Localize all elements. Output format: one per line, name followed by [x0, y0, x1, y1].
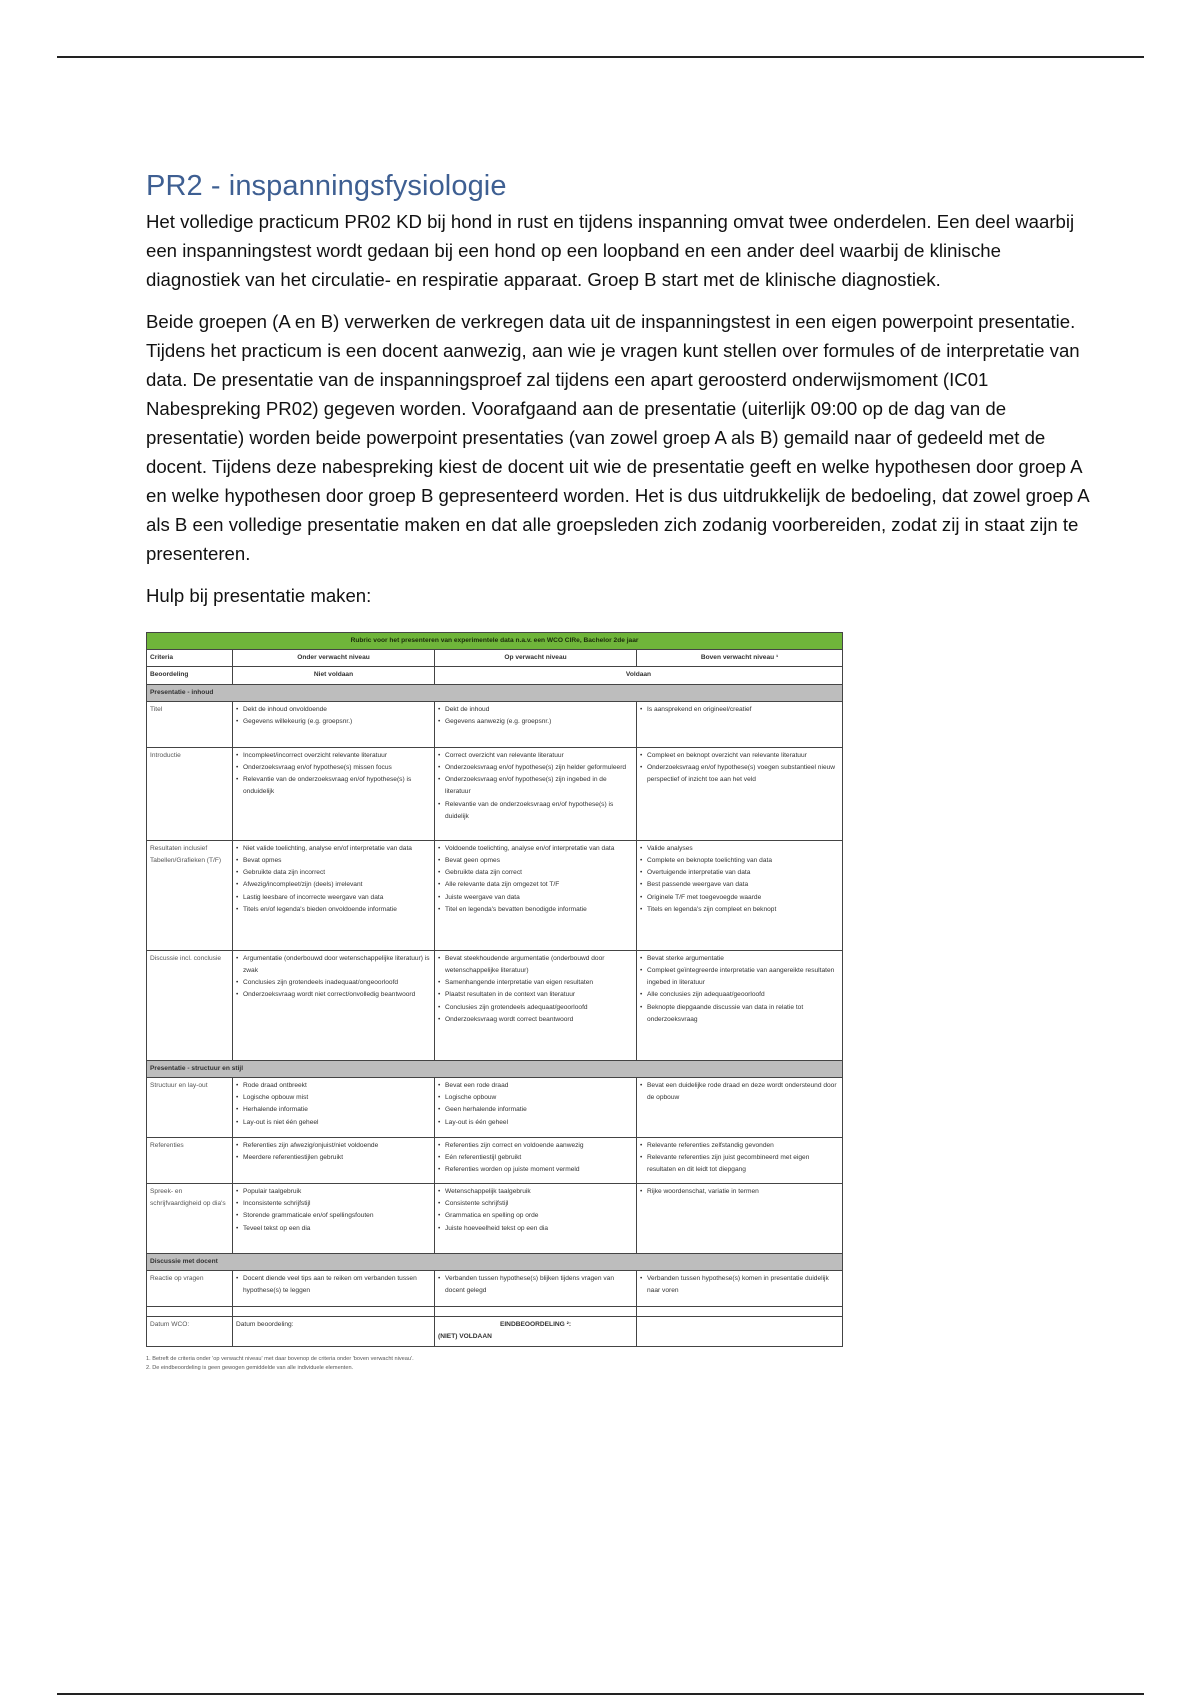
criteria-item: • Referenties worden op juiste moment vermeld — [438, 1164, 633, 1176]
criteria-cell-boven — [637, 840, 843, 950]
criteria-cell-onder — [233, 747, 435, 840]
criterion-label: Spreek- en schrijfvaardigheid op dia's — [147, 1184, 233, 1254]
criteria-item: • Overtuigende interpretatie van data — [640, 867, 839, 879]
criteria-list — [438, 1273, 633, 1297]
criteria-cell-boven — [637, 701, 843, 747]
paragraph-2: Beide groepen (A en B) verwerken de verkregen data uit de inspanningstest in een eigen powerpoint presentatie. Tijdens het practicum is een docent aanwezig, aan wie je vragen kunt stellen over formules of de interpretatie van data. De presentatie van de inspanningsproef zal tijdens een apart geroosterd onderwijsmoment (IC01 Nabespreking PR02) gegeven worden. Voorafgaand aan de presentatie (uiterlijk 09:00 op de dag van de presentatie) worden beide powerpoint presentaties (van zowel groep A als B) gemaild naar of gedeeld met de docent. Tijdens deze nabespreking kiest de docent uit wie de presentatie geeft en welke hypothesen door groep A en welke hypothesen door groep B gepresenteerd worden. Het is dus uitdrukkelijk de bedoeling, dat zowel groep A als B een volledige presentatie maken en dat alle groepsleden zich zodanig voorbereiden, zodat zij in staat zijn te presenteren. — [146, 311, 1089, 564]
spacer-cell — [435, 1307, 637, 1317]
criteria-item: • Titel en legenda's bevatten benodigde informatie — [438, 904, 633, 916]
criterion-label: Reactie op vragen — [147, 1271, 233, 1307]
criteria-cell-onder — [233, 1271, 435, 1307]
criteria-cell-onder — [233, 1138, 435, 1184]
criteria-item: • Correct overzicht van relevante literatuur — [438, 750, 633, 762]
rubric-row — [147, 1184, 843, 1254]
criteria-list — [640, 1140, 839, 1177]
rubric-image — [146, 632, 842, 1373]
criteria-item: • Bevat een duidelijke rode draad en deze wordt ondersteund door de opbouw — [640, 1080, 839, 1104]
criteria-item: • Gebruikte data zijn correct — [438, 867, 633, 879]
criteria-item: • Relevante referenties zijn juist gecombineerd met eigen resultaten en dit leidt tot diepgang — [640, 1152, 839, 1176]
criteria-list — [438, 1140, 633, 1177]
criteria-list — [236, 1186, 431, 1235]
col-op: Op verwacht niveau — [435, 650, 637, 667]
criteria-item: • Argumentatie (onderbouwd door wetenschappelijke literatuur) is zwak — [236, 953, 431, 977]
criteria-cell-boven — [637, 950, 843, 1060]
rubric-row — [147, 950, 843, 1060]
criteria-list — [236, 1140, 431, 1164]
criteria-item: • Bevat opmes — [236, 855, 431, 867]
criterion-label: Referenties — [147, 1138, 233, 1184]
col-onder: Onder verwacht niveau — [233, 650, 435, 667]
criteria-item: • Storende grammaticale en/of spellingsfouten — [236, 1210, 431, 1222]
section-discussie: Discussie met docent — [147, 1254, 843, 1271]
criteria-item: • Conclusies zijn grotendeels adequaat/geoorloofd — [438, 1002, 633, 1014]
criterion-label: Discussie incl. conclusie — [147, 950, 233, 1060]
niet-voldaan-label: Niet voldaan — [233, 667, 435, 684]
criterion-label: Structuur en lay-out — [147, 1078, 233, 1138]
criteria-item: • Afwezig/incompleet/zijn (deels) irrelevant — [236, 879, 431, 891]
rubric-row — [147, 1078, 843, 1138]
criteria-item: • Valide analyses — [640, 843, 839, 855]
criteria-item: • Relevantie van de onderzoeksvraag en/of hypothese(s) is duidelijk — [438, 799, 633, 823]
criteria-item: • Originele T/F met toegevoegde waarde — [640, 892, 839, 904]
criterion-label: Resultaten inclusief Tabellen/Grafieken (T/F) — [147, 840, 233, 950]
criteria-item: • Samenhangende interpretatie van eigen resultaten — [438, 977, 633, 989]
criteria-item: • Meerdere referentiestijlen gebruikt — [236, 1152, 431, 1164]
criteria-list — [640, 1273, 839, 1297]
criteria-item: • Gegevens aanwezig (e.g. groepsnr.) — [438, 716, 633, 728]
rubric-row — [147, 1271, 843, 1307]
criteria-item: • Gegevens willekeurig (e.g. groepsnr.) — [236, 716, 431, 728]
criteria-list — [640, 953, 839, 1026]
col-criteria: Criteria — [147, 650, 233, 667]
criteria-list — [438, 953, 633, 1026]
voldaan-label: Voldaan — [435, 667, 843, 684]
criteria-item: • Titels en/of legenda's bieden onvoldoende informatie — [236, 904, 431, 916]
criteria-item: • Lay-out is niet één geheel — [236, 1117, 431, 1129]
criteria-list — [640, 750, 839, 787]
criteria-cell-boven — [637, 1271, 843, 1307]
criteria-item: • Wetenschappelijk taalgebruik — [438, 1186, 633, 1198]
criteria-item: • Lastig leesbare of incorrecte weergave van data — [236, 892, 431, 904]
criteria-item: • Docent diende veel tips aan te reiken om verbanden tussen hypothese(s) te leggen — [236, 1273, 431, 1297]
criteria-list — [438, 1186, 633, 1235]
header-rule — [57, 56, 1144, 58]
criteria-item: • Alle relevante data zijn omgezet tot T/F — [438, 879, 633, 891]
criteria-item: • Grammatica en spelling op orde — [438, 1210, 633, 1222]
criteria-cell-boven — [637, 1078, 843, 1138]
criteria-list — [236, 843, 431, 916]
criteria-list — [438, 843, 633, 916]
rubric-row — [147, 1138, 843, 1184]
document-body — [146, 170, 1096, 1373]
criteria-item: • Beknopte diepgaande discussie van data in relatie tot onderzoeksvraag — [640, 1002, 839, 1026]
rubric-table — [146, 632, 843, 1347]
criteria-item: • Relevante referenties zelfstandig gevonden — [640, 1140, 839, 1152]
rubric-title: Rubric voor het presenteren van experimentele data n.a.v. een WCO CIRe, Bachelor 2de jaar — [147, 633, 843, 650]
criteria-item: • Bevat een rode draad — [438, 1080, 633, 1092]
criteria-item: • Populair taalgebruik — [236, 1186, 431, 1198]
criteria-item: • Alle conclusies zijn adequaat/geoorloofd — [640, 989, 839, 1001]
criteria-item: • Dekt de inhoud onvoldoende — [236, 704, 431, 716]
criteria-item: • Rijke woordenschat, variatie in termen — [640, 1186, 839, 1198]
criteria-item: • Logische opbouw mist — [236, 1092, 431, 1104]
footnote-1: 1. Betreft de criteria onder 'op verwacht niveau' met daar bovenop de criteria onder 'boven verwacht niveau'. — [146, 1355, 414, 1362]
criteria-item: • Dekt de inhoud — [438, 704, 633, 716]
criteria-item: • Verbanden tussen hypothese(s) komen in presentatie duidelijk naar voren — [640, 1273, 839, 1297]
criteria-cell-op — [435, 747, 637, 840]
criteria-item: • Bevat steekhoudende argumentatie (onderbouwd door wetenschappelijke literatuur) — [438, 953, 633, 977]
criteria-item: • Lay-out is één geheel — [438, 1117, 633, 1129]
datum-beoordeling: Datum beoordeling: — [233, 1317, 435, 1346]
section-structuur: Presentatie - structuur en stijl — [147, 1060, 843, 1077]
criteria-list — [236, 1080, 431, 1129]
criteria-cell-boven — [637, 1138, 843, 1184]
criteria-item: • Onderzoeksvraag en/of hypothese(s) zijn ingebed in de literatuur — [438, 774, 633, 798]
criteria-cell-onder — [233, 840, 435, 950]
rubric-row — [147, 840, 843, 950]
criteria-cell-op — [435, 1271, 637, 1307]
rubric-row — [147, 747, 843, 840]
criteria-item: • Niet valide toelichting, analyse en/of interpretatie van data — [236, 843, 431, 855]
criteria-item: • Incompleet/incorrect overzicht relevante literatuur — [236, 750, 431, 762]
criteria-item: • Best passende weergave van data — [640, 879, 839, 891]
criteria-cell-boven — [637, 1184, 843, 1254]
criteria-item: • Juiste weergave van data — [438, 892, 633, 904]
criteria-item: • Juiste hoeveelheid tekst op een dia — [438, 1223, 633, 1235]
empty-cell — [637, 1317, 843, 1346]
criteria-cell-op — [435, 1184, 637, 1254]
criteria-item: • Gebruikte data zijn incorrect — [236, 867, 431, 879]
criteria-item: • Onderzoeksvraag wordt niet correct/onvolledig beantwoord — [236, 989, 431, 1001]
criteria-item: • Herhalende informatie — [236, 1104, 431, 1116]
criteria-item: • Titels en legenda's zijn compleet en beknopt — [640, 904, 839, 916]
criteria-cell-boven — [637, 747, 843, 840]
criteria-item: • Referenties zijn afwezig/onjuist/niet voldoende — [236, 1140, 431, 1152]
criterion-label: Titel — [147, 701, 233, 747]
criteria-cell-op — [435, 701, 637, 747]
criteria-item: • Voldoende toelichting, analyse en/of interpretatie van data — [438, 843, 633, 855]
criteria-item: • Eén referentiestijl gebruikt — [438, 1152, 633, 1164]
datum-wco: Datum WCO: — [147, 1317, 233, 1346]
criteria-cell-onder — [233, 701, 435, 747]
criteria-item: • Logische opbouw — [438, 1092, 633, 1104]
spacer-cell — [637, 1307, 843, 1317]
criteria-list — [640, 704, 839, 716]
criteria-item: • Plaatst resultaten in de context van literatuur — [438, 989, 633, 1001]
paragraph-1: Het volledige practicum PR02 KD bij hond in rust en tijdens inspanning omvat twee onderdelen. Een deel waarbij een inspanningstest wordt gedaan bij een hond op een loopband en een ander deel waarbij de klinische diagnostiek van het circulatie- en respiratie apparaat. Groep B start met de klinische diagnostiek. — [146, 211, 1075, 290]
criteria-item: • Geen herhalende informatie — [438, 1104, 633, 1116]
criteria-item: • Relevantie van de onderzoeksvraag en/of hypothese(s) is onduidelijk — [236, 774, 431, 798]
criteria-item: • Onderzoeksvraag en/of hypothese(s) missen focus — [236, 762, 431, 774]
niet-voldaan-caps: (NIET) VOLDAAN — [438, 1333, 492, 1341]
page-title: PR2 - inspanningsfysiologie — [146, 170, 507, 202]
criteria-item: • Onderzoeksvraag en/of hypothese(s) voegen substantieel nieuw perspectief of inzicht toe aan het veld — [640, 762, 839, 786]
section-inhoud: Presentatie - inhoud — [147, 684, 843, 701]
criteria-item: • Compleet geïntegreerde interpretatie van aangereikte resultaten ingebed in literatuur — [640, 965, 839, 989]
criteria-item: • Conclusies zijn grotendeels inadequaat/ongeoorloofd — [236, 977, 431, 989]
criteria-cell-op — [435, 1138, 637, 1184]
criteria-item: • Bevat geen opmes — [438, 855, 633, 867]
criterion-label: Introductie — [147, 747, 233, 840]
criteria-item: • Is aansprekend en origineel/creatief — [640, 704, 839, 716]
criteria-list — [236, 704, 431, 728]
footer-rule — [57, 1693, 1144, 1695]
criteria-item: • Compleet en beknopt overzicht van relevante literatuur — [640, 750, 839, 762]
criteria-item: • Verbanden tussen hypothese(s) blijken tijdens vragen van docent gelegd — [438, 1273, 633, 1297]
criteria-item: • Consistente schrijfstijl — [438, 1198, 633, 1210]
criteria-list — [640, 843, 839, 916]
criteria-cell-onder — [233, 1078, 435, 1138]
criteria-item: • Teveel tekst op een dia — [236, 1223, 431, 1235]
criteria-list — [236, 1273, 431, 1297]
rubric-footer-row — [147, 1317, 843, 1346]
criteria-list — [236, 953, 431, 1002]
criteria-cell-op — [435, 1078, 637, 1138]
criteria-item: • Bevat sterke argumentatie — [640, 953, 839, 965]
help-line: Hulp bij presentatie maken: — [146, 585, 372, 606]
criteria-cell-onder — [233, 1184, 435, 1254]
criteria-list — [438, 704, 633, 728]
eindbeoordeling-label: EINDBEOORDELING ²: — [499, 1321, 572, 1329]
criteria-cell-op — [435, 950, 637, 1060]
criteria-list — [438, 1080, 633, 1129]
criteria-list — [236, 750, 431, 799]
criteria-item: • Onderzoeksvraag wordt correct beantwoord — [438, 1014, 633, 1026]
criteria-list — [438, 750, 633, 823]
spacer-cell — [233, 1307, 435, 1317]
criteria-item: • Inconsistente schrijfstijl — [236, 1198, 431, 1210]
criteria-item: • Onderzoeksvraag en/of hypothese(s) zijn helder geformuleerd — [438, 762, 633, 774]
criteria-list — [640, 1080, 839, 1104]
col-boven: Boven verwacht niveau ¹ — [637, 650, 843, 667]
spacer-cell — [147, 1307, 233, 1317]
criteria-list — [640, 1186, 839, 1198]
eindbeoordeling — [435, 1317, 637, 1346]
rubric-row — [147, 701, 843, 747]
rubric-footnotes — [146, 1355, 842, 1373]
footnote-2: 2. De eindbeoordeling is geen gewogen gemiddelde van alle individuele elementen. — [146, 1364, 354, 1371]
criteria-item: • Rode draad ontbreekt — [236, 1080, 431, 1092]
criteria-item: • Referenties zijn correct en voldoende aanwezig — [438, 1140, 633, 1152]
beoordeling-label: Beoordeling — [147, 667, 233, 684]
criteria-item: • Complete en beknopte toelichting van data — [640, 855, 839, 867]
criteria-cell-onder — [233, 950, 435, 1060]
criteria-cell-op — [435, 840, 637, 950]
